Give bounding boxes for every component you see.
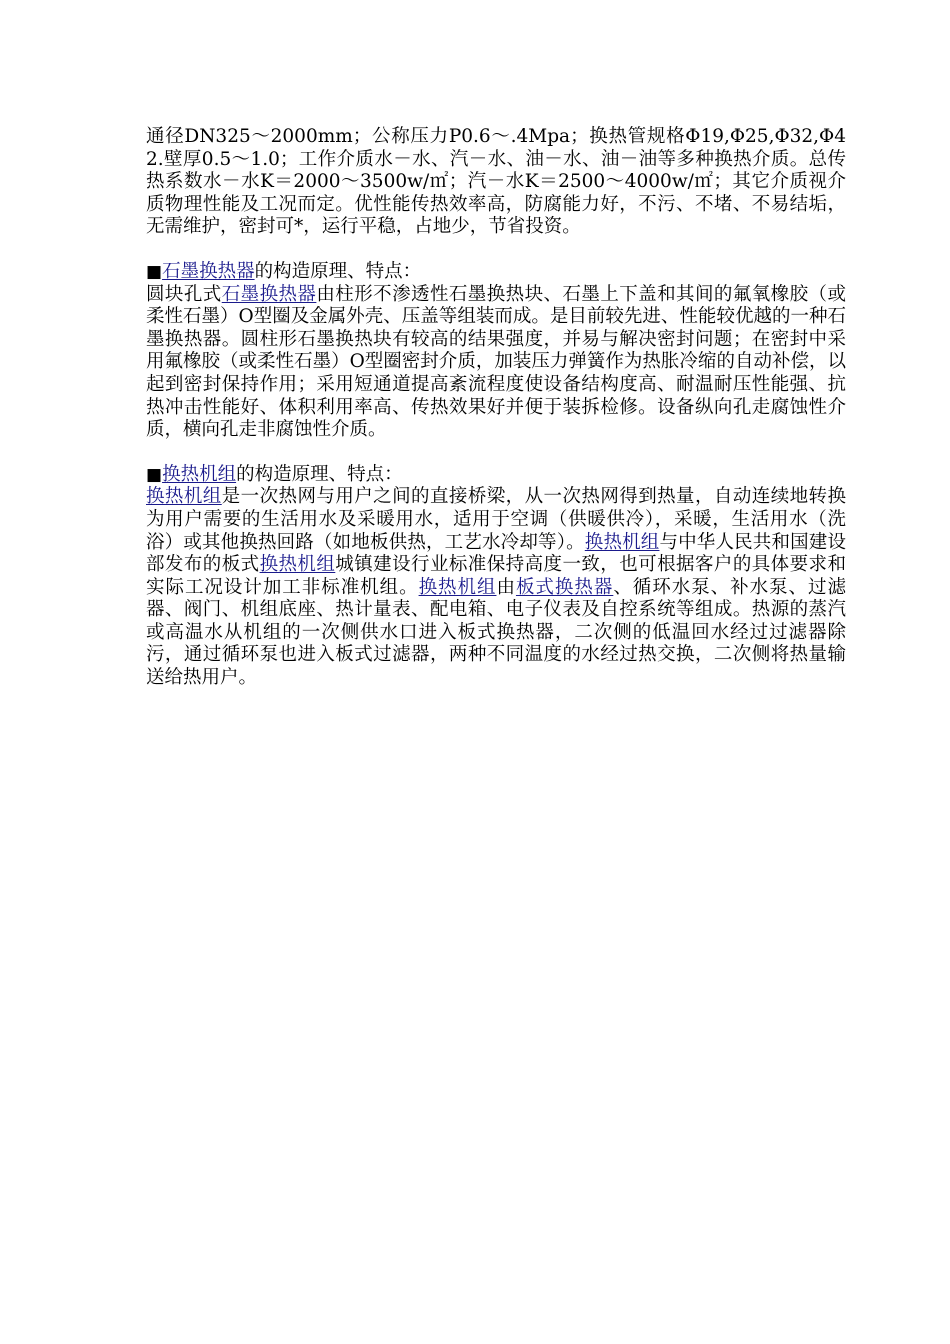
unit-section-heading: [146, 464, 846, 487]
heat-exchange-unit-inline-link-4[interactable]: 换热机组: [418, 576, 497, 598]
unit-body-text-2: 与中华人民共和国建设部发布的板式: [146, 531, 846, 576]
bullet-square-icon: ■: [146, 261, 163, 282]
heat-exchange-unit-link[interactable]: 换热机组: [162, 463, 237, 485]
document-page: [146, 126, 846, 690]
graphite-paragraph: [146, 284, 846, 442]
graphite-heat-exchanger-link[interactable]: 石墨换热器: [162, 260, 255, 282]
heat-exchange-unit-inline-link-1[interactable]: 换热机组: [146, 486, 222, 508]
unit-heading-text: 的构造原理、特点：: [236, 463, 403, 485]
graphite-body-text: 由柱形不渗透性石墨换热块、石墨上下盖和其间的氟氧橡胶（或柔性石墨）O型圈及金属外壳、压盖等组装而成。是目前较先进、性能较优越的一种石墨换热器。圆柱形石墨换热块有较高的结果强度，并易与解决密封问题；在密封中采用氟橡胶（或柔性石墨）O型圈密封介质，加装压力弹簧作为热胀冷缩的自动补偿，以起到密封保持作用；采用短通道提高紊流程度使设备结构度高、耐温耐压性能强、抗热冲击性能好、体积利用率高、传热效果好并便于装拆检修。设备纵向孔走腐蚀性介质，横向孔走非腐蚀性介质。: [146, 283, 846, 441]
unit-body-text-4: 由: [496, 576, 516, 598]
paragraph-spacer: [146, 239, 846, 261]
bullet-square-icon: ■: [146, 464, 163, 485]
graphite-section-heading: [146, 261, 846, 284]
spec-text: 通径DN325～2000mm；公称压力P0.6～.4Mpa；换热管规格Φ19,Φ25,Φ32,Φ42.壁厚0.5～1.0；工作介质水－水、汽－水、油－水、油－油等多种换热介质。总传热系数水－水K＝2000～3500w/㎡；汽－水K＝2500～4000w/㎡；其它介质视介质物理性能及工况而定。优性能传热效率高，防腐能力好，不污、不堵、不易结垢，无需维护，密封可*，运行平稳，占地少，节省投资。: [146, 126, 846, 238]
graphite-heat-exchanger-inline-link[interactable]: 石墨换热器: [221, 283, 317, 305]
unit-body-text-5: 、循环水泵、补水泵、过滤器、阀门、机组底座、热计量表、配电箱、电子仪表及自控系统等组成。热源的蒸汽或高温水从机组的一次侧供水口进入板式换热器，二次侧的低温回水经过过滤器除污，通过循环泵也进入板式过滤器，两种不同温度的水经过热交换，二次侧将热量输送给热用户。: [146, 576, 846, 689]
paragraph-spacer: [146, 442, 846, 464]
unit-body-text-3: 城镇建设行业标准保持高度一致，也可根据客户的具体要求和实际工况设计加工非标准机组。: [146, 554, 846, 598]
spec-paragraph: [146, 126, 846, 239]
graphite-heading-text: 的构造原理、特点：: [254, 260, 422, 282]
plate-heat-exchanger-link[interactable]: 板式换热器: [515, 576, 614, 598]
graphite-body-prefix: 圆块孔式: [146, 283, 222, 305]
unit-paragraph: [146, 486, 846, 689]
heat-exchange-unit-inline-link-3[interactable]: 换热机组: [259, 554, 336, 576]
heat-exchange-unit-inline-link-2[interactable]: 换热机组: [584, 531, 660, 553]
unit-body-text-1: 是一次热网与用户之间的直接桥梁，从一次热网得到热量，自动连续地转换为用户需要的生活用水及采暖用水，适用于空调（供暖供冷），采暖，生活用水（洗浴）或其他换热回路（如地板供热，工艺水冷却等）。: [146, 486, 846, 553]
